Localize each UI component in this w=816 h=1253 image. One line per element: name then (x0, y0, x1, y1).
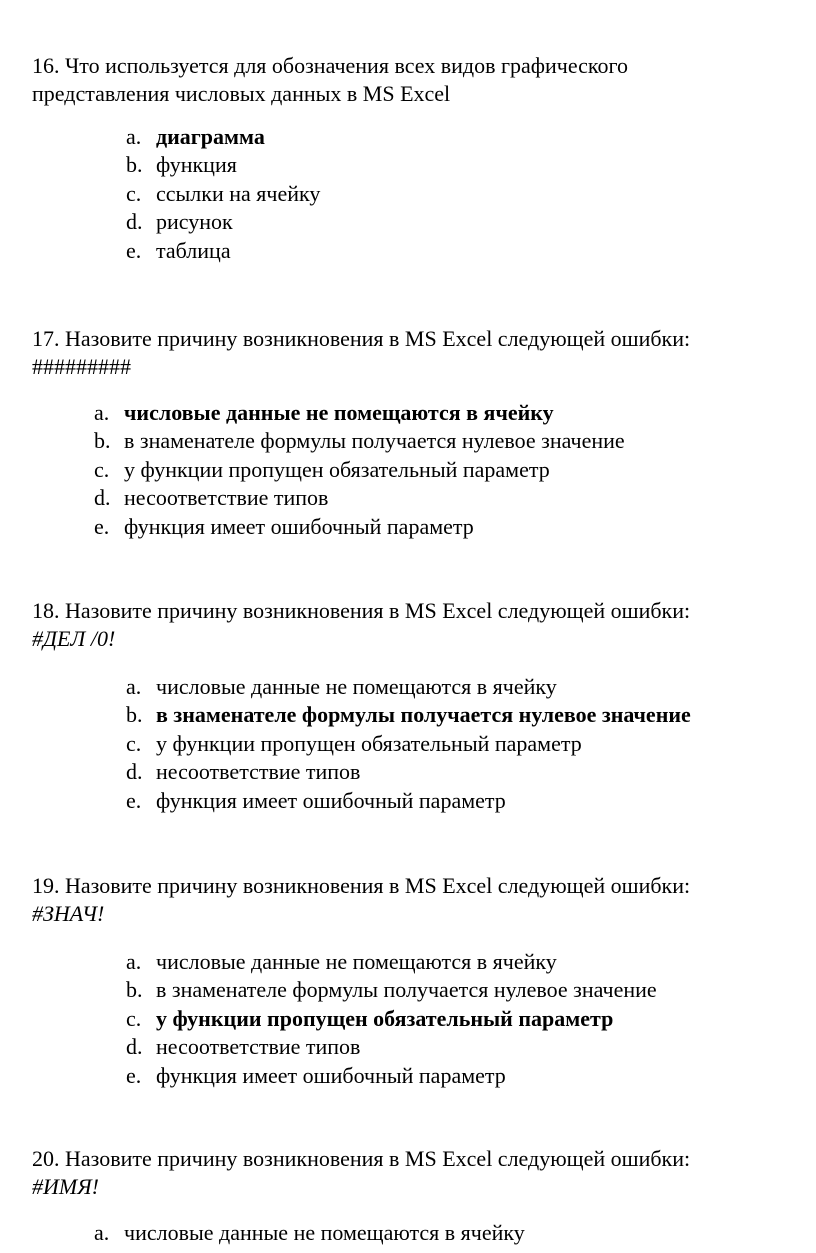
answer-options (126, 947, 816, 1090)
answer-options (94, 398, 816, 541)
error-code: #ЗНАЧ! (32, 900, 105, 926)
option-c: c. у функции пропущен обязательный параметр (126, 730, 582, 756)
error-code: ######### (32, 353, 131, 379)
option-e: e. функция имеет ошибочный параметр (94, 513, 474, 539)
question-19 (32, 872, 802, 1090)
answer-options (126, 672, 816, 815)
error-code: #ДЕЛ /0! (32, 625, 116, 651)
question-text: 19. Назовите причину возникновения в MS Excel следующей ошибки: (32, 873, 691, 898)
answer-options (94, 1218, 816, 1247)
option-e: e. функция имеет ошибочный параметр (126, 1062, 506, 1088)
question-text: 17. Назовите причину возникновения в MS Excel следующей ошибки: (32, 326, 691, 351)
question-20 (32, 1145, 802, 1247)
option-a: a. числовые данные не помещаются в ячейку (94, 399, 554, 425)
option-b: b. в знаменателе формулы получается нулевое значение (126, 702, 691, 727)
option-d: d. несоответствие типов (126, 1034, 361, 1059)
option-d: d. несоответствие типов (126, 759, 361, 784)
option-c: c. ссылки на ячейку (126, 180, 321, 206)
option-e: e. функция имеет ошибочный параметр (126, 787, 506, 813)
option-c: c. у функции пропущен обязательный параметр (94, 456, 550, 482)
option-a: a. числовые данные не помещаются в ячейку (126, 673, 557, 699)
question-text: 20. Назовите причину возникновения в MS Excel следующей ошибки: (32, 1146, 691, 1171)
option-a: a. числовые данные не помещаются в ячейку (126, 948, 557, 974)
question-text: 18. Назовите причину возникновения в MS Excel следующей ошибки: (32, 598, 691, 623)
option-b: b. функция (126, 152, 237, 177)
question-text-line2: представления числовых данных в MS Excel (32, 80, 451, 106)
option-e: e. таблица (126, 237, 231, 263)
option-b: b. в знаменателе формулы получается нулевое значение (94, 428, 625, 453)
option-b: b. в знаменателе формулы получается нулевое значение (126, 977, 657, 1002)
option-a: a. диаграмма (126, 123, 265, 149)
option-d: d. рисунок (126, 209, 233, 234)
answer-options (126, 122, 816, 265)
option-a: a. числовые данные не помещаются в ячейку (94, 1219, 525, 1245)
question-17 (32, 325, 802, 541)
question-text: 16. Что используется для обозначения всех видов графического (32, 53, 628, 78)
option-c: c. у функции пропущен обязательный параметр (126, 1005, 614, 1031)
question-18 (32, 597, 802, 815)
question-16 (32, 52, 802, 265)
option-d: d. несоответствие типов (94, 485, 329, 510)
error-code: #ИМЯ! (32, 1173, 99, 1199)
